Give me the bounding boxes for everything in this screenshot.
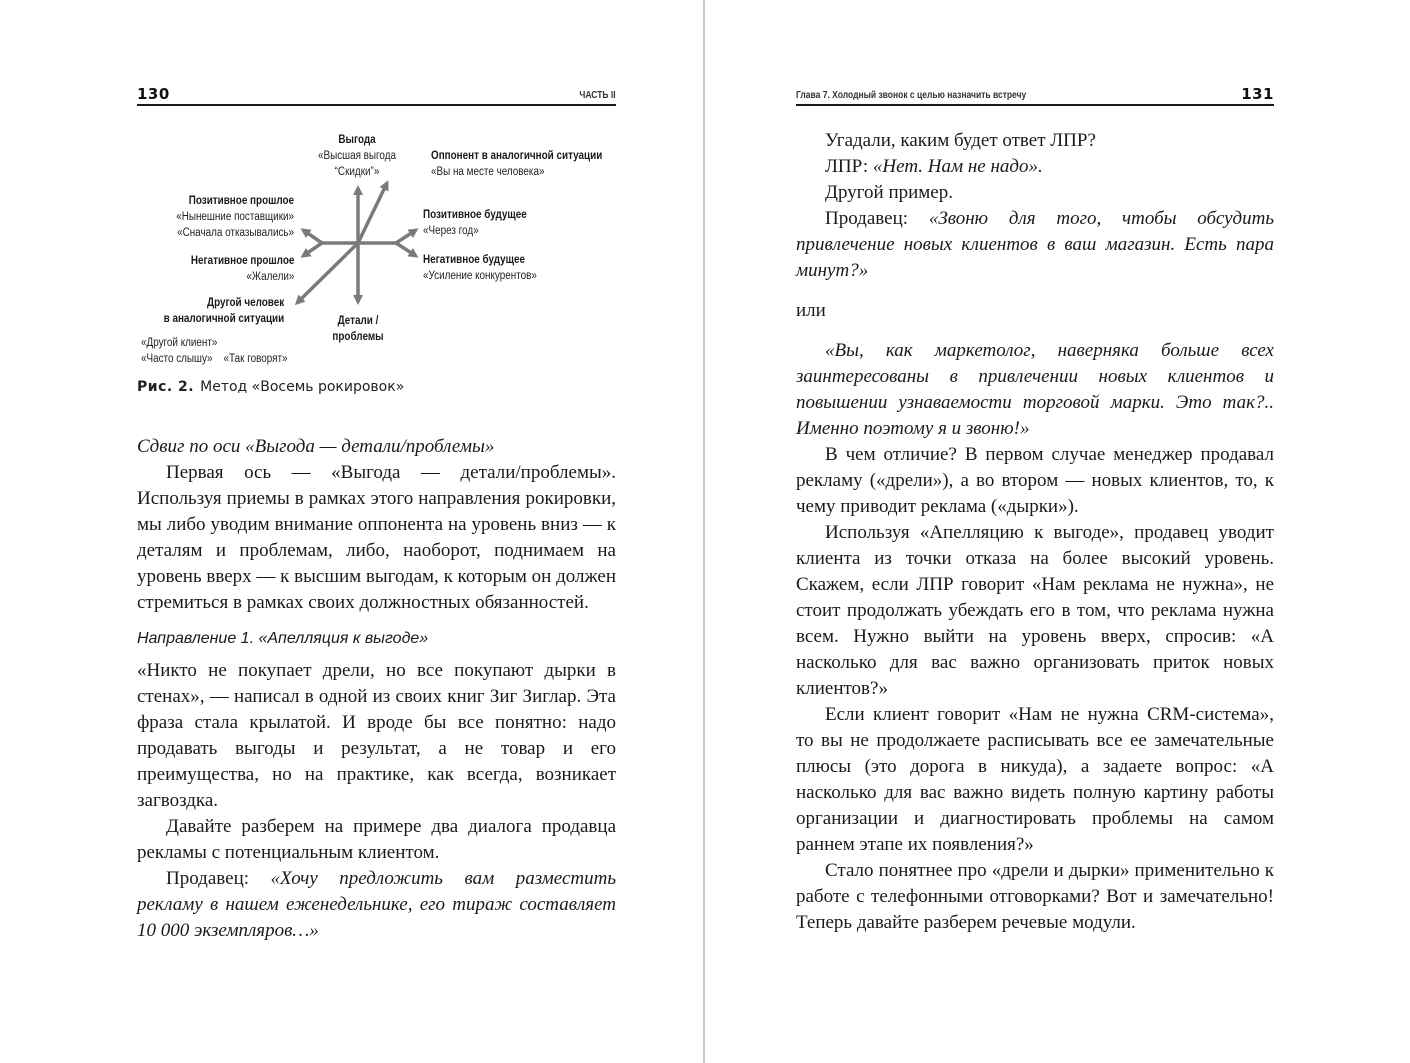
- node-negative-past: Негативное прошлое «Жалели»: [190, 255, 294, 283]
- node-positive-past: Позитивное прошлое «Нынешние поставщики» «Сначала отказывались»: [176, 195, 294, 239]
- node-another-person-quotes: «Другой клиент» «Часто слышу» «Так говорят»: [141, 337, 288, 365]
- running-head-title: Глава 7. Холодный звонок с целью назначить встречу: [796, 90, 1027, 101]
- right-page: [705, 0, 1410, 1063]
- left-body-text: [137, 434, 616, 944]
- left-running-header: [137, 84, 616, 106]
- paragraph: Продавец: «Звоню для того, чтобы обсудить привлечение новых клиентов в ваш магазин. Есть пара минут?»: [796, 208, 1274, 281]
- paragraph: ЛПР: «Нет. Нам не надо».: [825, 156, 1043, 177]
- paragraph: Используя «Апелляцию к выгоде», продавец уводит клиента из точки отказа на более высокий уровень. Скажем, если ЛПР говорит «Нам реклама не нужна», не стоит продолжать убеждать его в том, что реклама нужна всем. Нужно выйти на уровень вверх, спросив: «А насколько для вас важно организовать приток новых клиентов?»: [796, 522, 1274, 699]
- right-body-text: [796, 128, 1274, 936]
- page-number: 130: [137, 85, 170, 103]
- paragraph: Первая ось — «Выгода — детали/проблемы». Используя приемы в рамках этого направления рокировки, мы либо уводим внимание оппонента на уровень вниз — к деталям и проблемам, либо, наоборот, поднимаем на уровень вверх — к высшим выгодам, к которым он должен стремиться в рамках своих должностных обязанностей.: [137, 462, 616, 613]
- or-word: или: [796, 300, 826, 321]
- paragraph: Давайте разберем на примере два диалога продавца рекламы с потенциальным клиентом.: [137, 816, 616, 863]
- paragraph: Другой пример.: [825, 182, 953, 203]
- node-positive-future: Позитивное будущее «Через год»: [423, 209, 527, 237]
- node-another-person: Другой человек в аналогичной ситуации: [163, 297, 284, 325]
- direction-heading: Направление 1. «Апелляция к выгоде»: [137, 630, 429, 647]
- eight-castlings-diagram: [137, 128, 616, 373]
- section-heading: Сдвиг по оси «Выгода — детали/проблемы»: [137, 436, 495, 457]
- left-page: [0, 0, 703, 1063]
- paragraph: Стало понятнее про «дрели и дырки» применительно к работе с телефонными отговорками? Вот и замечательно! Теперь давайте разберем речевые модули.: [796, 860, 1274, 933]
- running-head-title: ЧАСТЬ II: [579, 90, 616, 101]
- node-details-problems: Детали / проблемы: [332, 315, 384, 343]
- page-number: 131: [1241, 85, 1274, 103]
- figure-caption: Рис. 2. Метод «Восемь рокировок»: [137, 379, 405, 395]
- node-benefit: Выгода «Высшая выгода “Скидки”»: [317, 134, 396, 178]
- paragraph: Угадали, каким будет ответ ЛПР?: [825, 130, 1096, 151]
- paragraph: В чем отличие? В первом случае менеджер продавал рекламу («дрели»), а во втором — новых клиентов, то, к чему приводит реклама («дырки»).: [796, 444, 1274, 517]
- paragraph: «Никто не покупает дрели, но все покупают дырки в стенах», — написал в одной из своих книг Зиг Зиглар. Эта фраза стала крылатой. И вроде бы все понятно: надо продавать выгоды и результат, а не товар и его преимущества, но на практике, как всегда, возникает загвоздка.: [137, 660, 616, 811]
- right-running-header: [796, 84, 1274, 106]
- node-negative-future: Негативное будущее «Усиление конкурентов»: [423, 254, 537, 282]
- quote-block: «Вы, как маркетолог, наверняка больше всех заинтересованы в привлечении новых клиентов и повышении узнаваемости торговой марки. Это так?.. Именно поэтому я и звоню!»: [796, 340, 1274, 439]
- node-opponent-similar: Оппонент в аналогичной ситуации «Вы на месте человека»: [431, 150, 603, 178]
- paragraph: Продавец: «Хочу предложить вам разместить рекламу в нашем еженедельнике, его тираж составляет 10 000 экземпляров…»: [137, 868, 617, 941]
- paragraph: Если клиент говорит «Нам не нужна CRM-система», то вы не продолжаете расписывать все ее замечательные плюсы (это дорога в никуда), а задаете вопрос: «А насколько для вас важно видеть полную картину работы организации и диагностировать проблемы на самом раннем этапе их появления?»: [796, 704, 1274, 855]
